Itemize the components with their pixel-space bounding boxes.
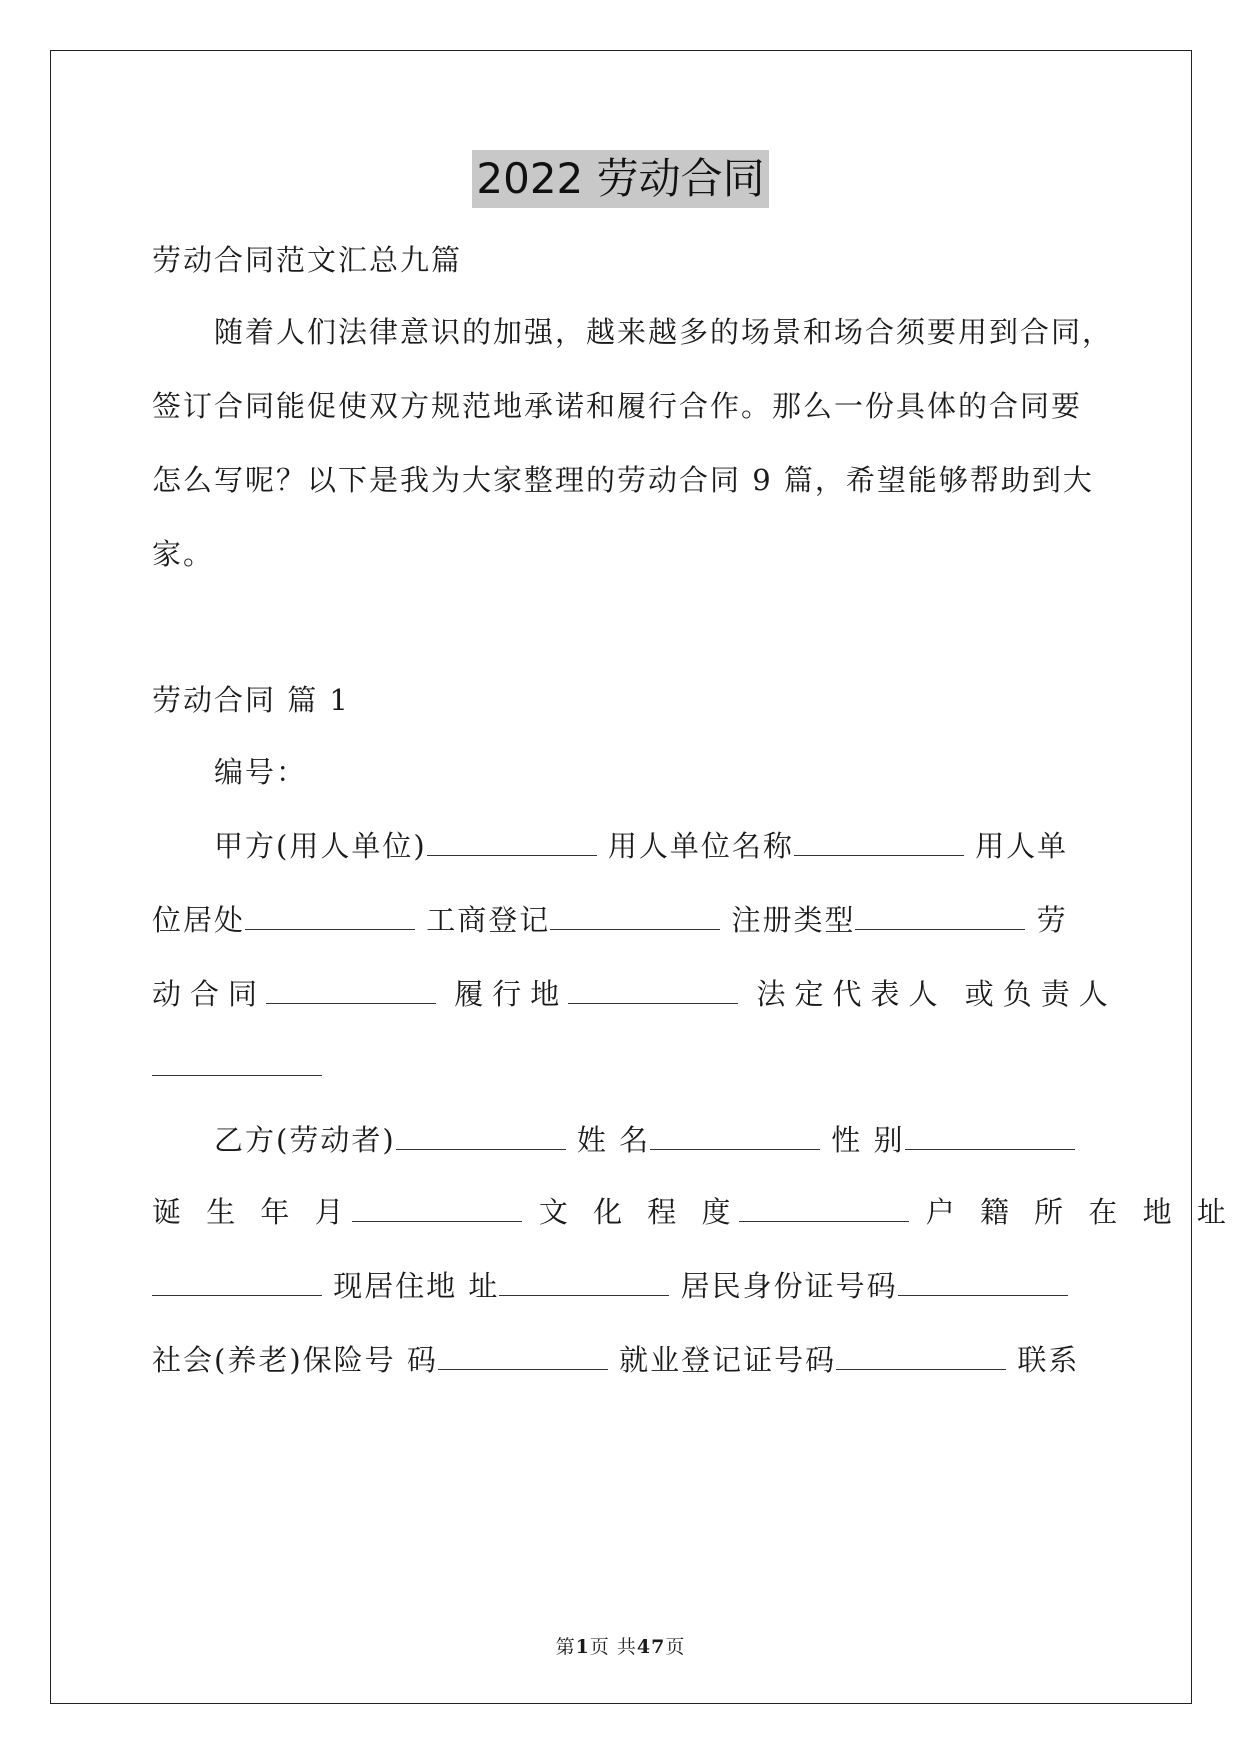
birth-blank[interactable] xyxy=(352,1195,522,1222)
gender-blank[interactable] xyxy=(905,1123,1075,1150)
section-heading: 劳动合同 篇 1 xyxy=(152,683,350,717)
place-blank[interactable] xyxy=(568,977,738,1004)
page-footer xyxy=(0,1632,1241,1659)
party-a-line-3 xyxy=(152,974,1117,1014)
party-b-blank[interactable] xyxy=(396,1123,566,1150)
registration-label: 工商登记 xyxy=(426,903,551,937)
insurance-label: 社会(养老)保险号 码 xyxy=(152,1343,438,1377)
gender-label: 性 别 xyxy=(831,1123,905,1157)
employer-name-label: 用人单位名称 xyxy=(607,829,794,863)
party-a-line-4 xyxy=(152,1046,322,1086)
footer-total-pages: 47 xyxy=(636,1636,666,1658)
employer-address-label-a: 用人单 xyxy=(975,829,1069,863)
hukou-blank[interactable] xyxy=(152,1269,322,1296)
footer-suffix: 页 xyxy=(665,1636,686,1658)
worker-name-label: 姓 名 xyxy=(576,1123,651,1157)
employer-address-label-b: 位居处 xyxy=(152,903,246,937)
id-number-label: 居民身份证号码 xyxy=(680,1269,898,1303)
footer-mid: 页 共 xyxy=(589,1636,637,1658)
party-b-line-2 xyxy=(152,1192,1234,1232)
id-number-blank[interactable] xyxy=(898,1269,1068,1296)
page-border xyxy=(50,50,1192,1704)
contract-label-a: 劳 xyxy=(1036,903,1068,937)
party-b-label: 乙方(劳动者) xyxy=(214,1123,396,1157)
party-a-line-1 xyxy=(214,826,1068,866)
registration-blank[interactable] xyxy=(550,903,720,930)
insurance-blank[interactable] xyxy=(438,1343,608,1370)
contact-label: 联系 xyxy=(1017,1343,1080,1377)
current-address-label: 现居住地 址 xyxy=(333,1269,500,1303)
contract-blank[interactable] xyxy=(266,977,436,1004)
reg-type-label: 注册类型 xyxy=(731,903,856,937)
party-a-blank[interactable] xyxy=(427,829,597,856)
birth-label: 诞 生 年 月 xyxy=(152,1195,352,1229)
title-container xyxy=(0,150,1241,208)
contract-label-b: 动合同 xyxy=(152,977,267,1011)
subtitle: 劳动合同范文汇总九篇 xyxy=(152,243,463,277)
rep-label: 法定代表人 xyxy=(756,977,947,1011)
party-a-line-2 xyxy=(152,900,1068,940)
party-b-line-4 xyxy=(152,1340,1079,1380)
employer-name-blank[interactable] xyxy=(794,829,964,856)
education-blank[interactable] xyxy=(739,1195,909,1222)
intro-line-4: 家。 xyxy=(152,537,215,571)
footer-prefix: 第 xyxy=(555,1636,576,1658)
party-b-line-3 xyxy=(152,1266,1068,1306)
reg-type-blank[interactable] xyxy=(855,903,1025,930)
rep-blank[interactable] xyxy=(152,1049,322,1076)
worker-name-blank[interactable] xyxy=(650,1123,820,1150)
document-title: 2022 劳动合同 xyxy=(472,150,768,208)
education-label: 文 化 程 度 xyxy=(538,1195,739,1229)
employment-card-label: 就业登记证号码 xyxy=(619,1343,837,1377)
party-a-label: 甲方(用人单位) xyxy=(214,829,427,863)
employer-address-blank[interactable] xyxy=(245,903,415,930)
party-b-line-1 xyxy=(214,1120,1075,1160)
employment-card-blank[interactable] xyxy=(836,1343,1006,1370)
intro-line-3: 怎么写呢？以下是我为大家整理的劳动合同 9 篇，希望能够帮助到大 xyxy=(152,463,1094,497)
footer-page-number: 1 xyxy=(575,1636,590,1658)
rep-or-label: 或负责人 xyxy=(964,977,1117,1011)
current-address-blank[interactable] xyxy=(499,1269,669,1296)
intro-line-1: 随着人们法律意识的加强，越来越多的场景和场合须要用到合同， xyxy=(214,315,1114,349)
intro-line-2: 签订合同能促使双方规范地承诺和履行合作。那么一份具体的合同要 xyxy=(152,389,1083,423)
number-label: 编号： xyxy=(214,755,308,789)
hukou-label: 户 籍 所 在 地 址 xyxy=(925,1195,1234,1229)
place-label: 履行地 xyxy=(454,977,569,1011)
